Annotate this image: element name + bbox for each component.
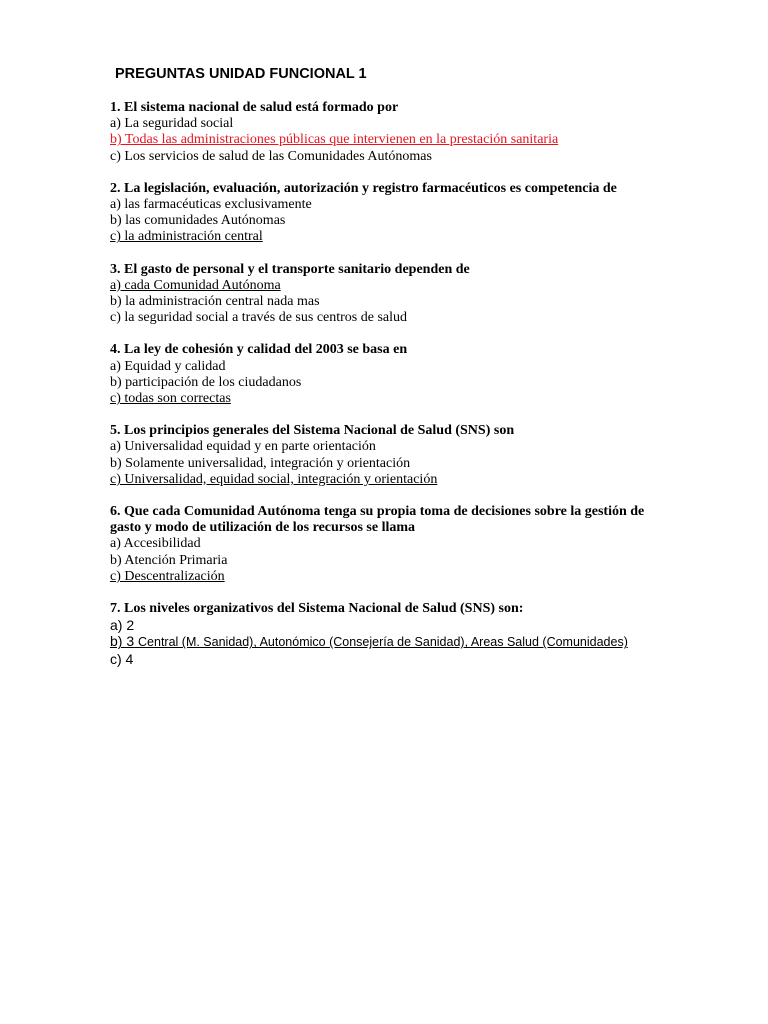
- question-text: 5. Los principios generales del Sistema Nacional de Salud (SNS) son: [110, 423, 515, 439]
- question-list: [110, 100, 710, 683]
- answer-option-marked: c) Descentralización: [110, 568, 225, 584]
- answer-option: a) Equidad y calidad: [110, 358, 226, 374]
- answer-option: a) 2: [110, 617, 135, 634]
- answer-option-highlighted: b) Todas las administraciones públicas que intervienen en la prestación sanitaria: [110, 132, 559, 148]
- answer-option: c) Los servicios de salud de las Comunidades Autónomas: [110, 148, 432, 164]
- answer-option-label: b) 3: [110, 633, 135, 650]
- answer-option-marked: c) la administración central: [110, 229, 263, 245]
- answer-option-marked: [110, 633, 710, 650]
- answer-option: b) la administración central nada mas: [110, 294, 320, 310]
- question-text: 7. Los niveles organizativos del Sistema Nacional de Salud (SNS) son:: [110, 601, 524, 617]
- question-text: 2. La legislación, evaluación, autorización y registro farmacéuticos es competencia de: [110, 180, 617, 196]
- question-text: 3. El gasto de personal y el transporte sanitario dependen de: [110, 261, 470, 277]
- question-2: [110, 181, 710, 246]
- answer-option-marked: c) todas son correctas: [110, 391, 231, 407]
- question-7: [110, 601, 710, 667]
- answer-option-detail: Central (M. Sanidad), Autonómico (Consejería de Sanidad), Areas Salud (Comunidades): [138, 635, 628, 650]
- answer-option: a) La seguridad social: [110, 116, 234, 132]
- answer-option: a) las farmacéuticas exclusivamente: [110, 197, 312, 213]
- answer-option: c) 4: [110, 650, 134, 667]
- question-1: [110, 100, 710, 165]
- answer-option: c) la seguridad social a través de sus centros de salud: [110, 310, 408, 326]
- question-text: 4. La ley de cohesión y calidad del 2003 se basa en: [110, 342, 408, 358]
- question-4: [110, 342, 710, 407]
- answer-option-marked: c) Universalidad, equidad social, integración y orientación: [110, 471, 438, 487]
- answer-option: a) Universalidad equidad y en parte orientación: [110, 439, 376, 455]
- answer-option: a) Accesibilidad: [110, 536, 201, 552]
- question-text: 1. El sistema nacional de salud está formado por: [110, 100, 399, 115]
- question-6: [110, 504, 710, 585]
- answer-option: b) las comunidades Autónomas: [110, 213, 286, 229]
- question-text: 6. Que cada Comunidad Autónoma tenga su propia toma de decisiones sobre la gestión de gasto y modo de utilización de los recursos se llama: [110, 504, 645, 536]
- answer-option-marked: a) cada Comunidad Autónoma: [110, 277, 281, 293]
- answer-option: b) participación de los ciudadanos: [110, 374, 302, 390]
- question-5: [110, 423, 710, 488]
- answer-option: b) Atención Primaria: [110, 552, 228, 568]
- document-title: PREGUNTAS UNIDAD FUNCIONAL 1: [115, 66, 367, 82]
- question-3: [110, 262, 710, 327]
- answer-option: b) Solamente universalidad, integración y orientación: [110, 455, 411, 471]
